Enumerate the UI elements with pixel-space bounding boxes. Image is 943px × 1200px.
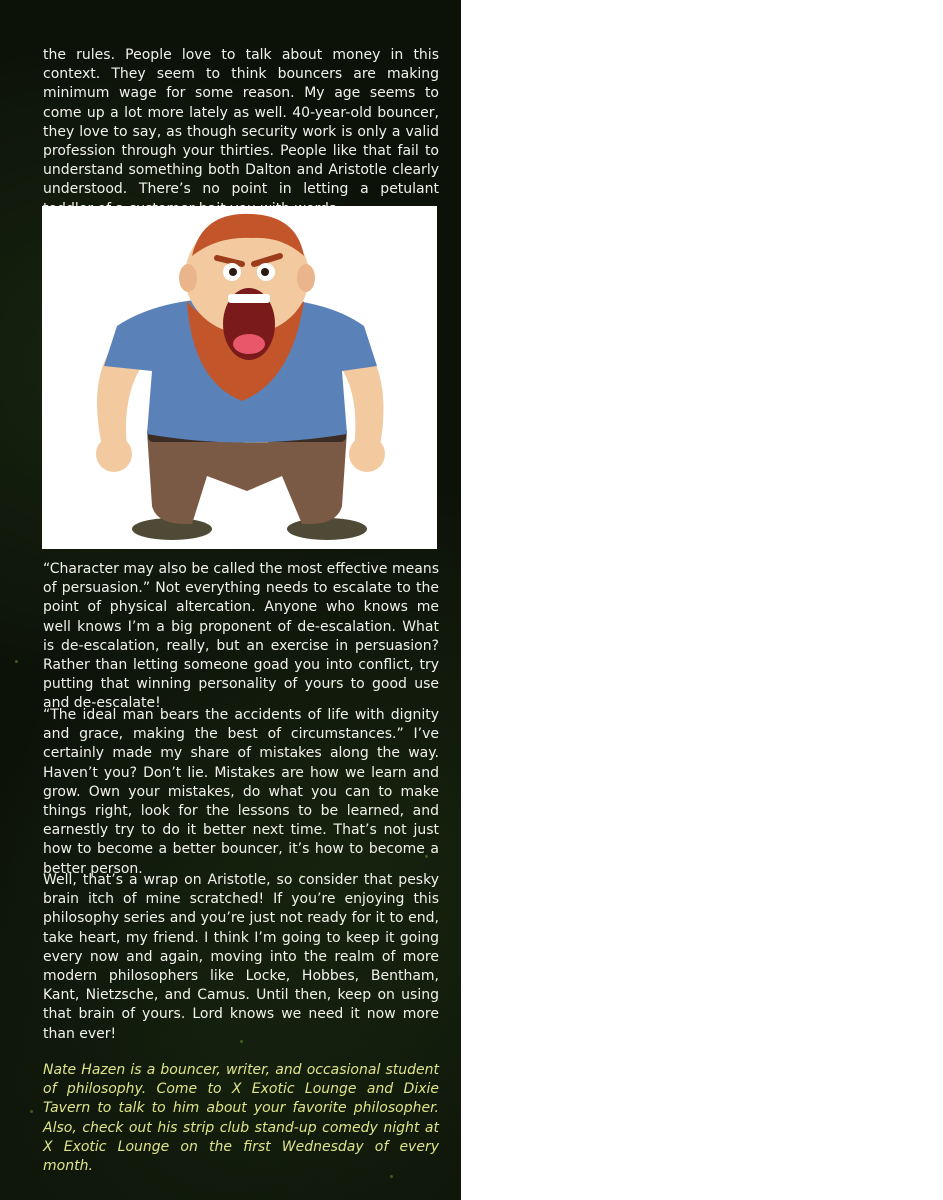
author-bio: Nate Hazen is a bouncer, writer, and occasional student of philosophy. Come to X Exotic Lounge and Dixie Tavern to talk to him about your favorite philosopher. Also, check out his strip club stand-up comedy night at X Exotic Lounge on the first Wednesday of every month.: [43, 1062, 439, 1175]
article-column: [0, 0, 461, 1200]
angry-man-cartoon-icon: [42, 206, 437, 549]
background-speck: [15, 660, 18, 663]
paragraph-wrap-up: Well, that’s a wrap on Aristotle, so consider that pesky brain itch of mine scratched! If you’re enjoying this philosophy series and you’re just not ready for it to end, take heart, my friend. I think I’m going to keep it going every now and again, moving into the realm of more modern philosophers like Locke, Hobbes, Bentham, Kant, Nietzsche, and Camus. Until then, keep on using that brain of yours. Lord knows we need it now more than ever!: [43, 872, 439, 1042]
angry-man-illustration: [42, 206, 437, 549]
background-speck: [30, 1110, 33, 1113]
paragraph-intro: the rules. People love to talk about money in this context. They seem to think bouncers are making minimum wage for some reason. My age seems to come up a lot more lately as well. 40-year-old bouncer, they love to say, as though security work is only a valid profession through your thirties. People like that fail to understand something both Dalton and Aristotle clearly understood. There’s no point in letting a petulant: [43, 47, 439, 198]
paragraph-character: “Character may also be called the most effective means of persuasion.” Not everything needs to escalate to the point of physical altercation. Anyone who knows me well knows I’m a big proponent of de-escalation. What is de-escalation, really, but an exercise in persuasion? Rather than letting someone goad you into conflict, try putting that winning personality of yours to good use and de-escalate!: [43, 561, 439, 712]
paragraph-ideal-man: “The ideal man bears the accidents of life with dignity and grace, making the best of circumstances.” I’ve certainly made my share of mistakes along the way. Haven’t you? Don’t lie. Mistakes are how we learn and grow. Own your mistakes, do what you can to make things right, look for the lessons to be learned, and earnestly try to do it better next time. That’s not just how to become a better bouncer, it’s how to become a better person.: [43, 707, 439, 877]
